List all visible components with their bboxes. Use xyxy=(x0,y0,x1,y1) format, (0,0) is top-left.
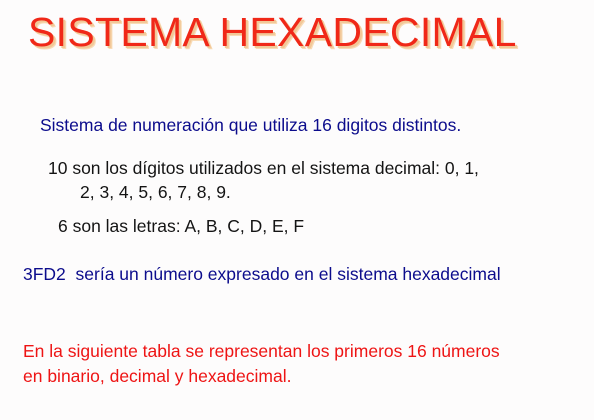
example-text: 3FD2 sería un número expresado en el sistema hexadecimal xyxy=(23,264,501,284)
table-intro-line-2: en binario, decimal y hexadecimal. xyxy=(23,366,292,386)
table-intro-line-1: En la siguiente tabla se representan los primeros 16 números xyxy=(23,341,500,361)
page-title: SISTEMA HEXADECIMAL xyxy=(28,9,517,55)
decimal-digits-line-2: 2, 3, 4, 5, 6, 7, 8, 9. xyxy=(80,182,231,202)
definition-text: Sistema de numeración que utiliza 16 digitos distintos. xyxy=(40,115,462,135)
decimal-digits-line-1: 10 son los dígitos utilizados en el sistema decimal: 0, 1, xyxy=(48,158,479,178)
letters-text: 6 son las letras: A, B, C, D, E, F xyxy=(58,216,305,236)
